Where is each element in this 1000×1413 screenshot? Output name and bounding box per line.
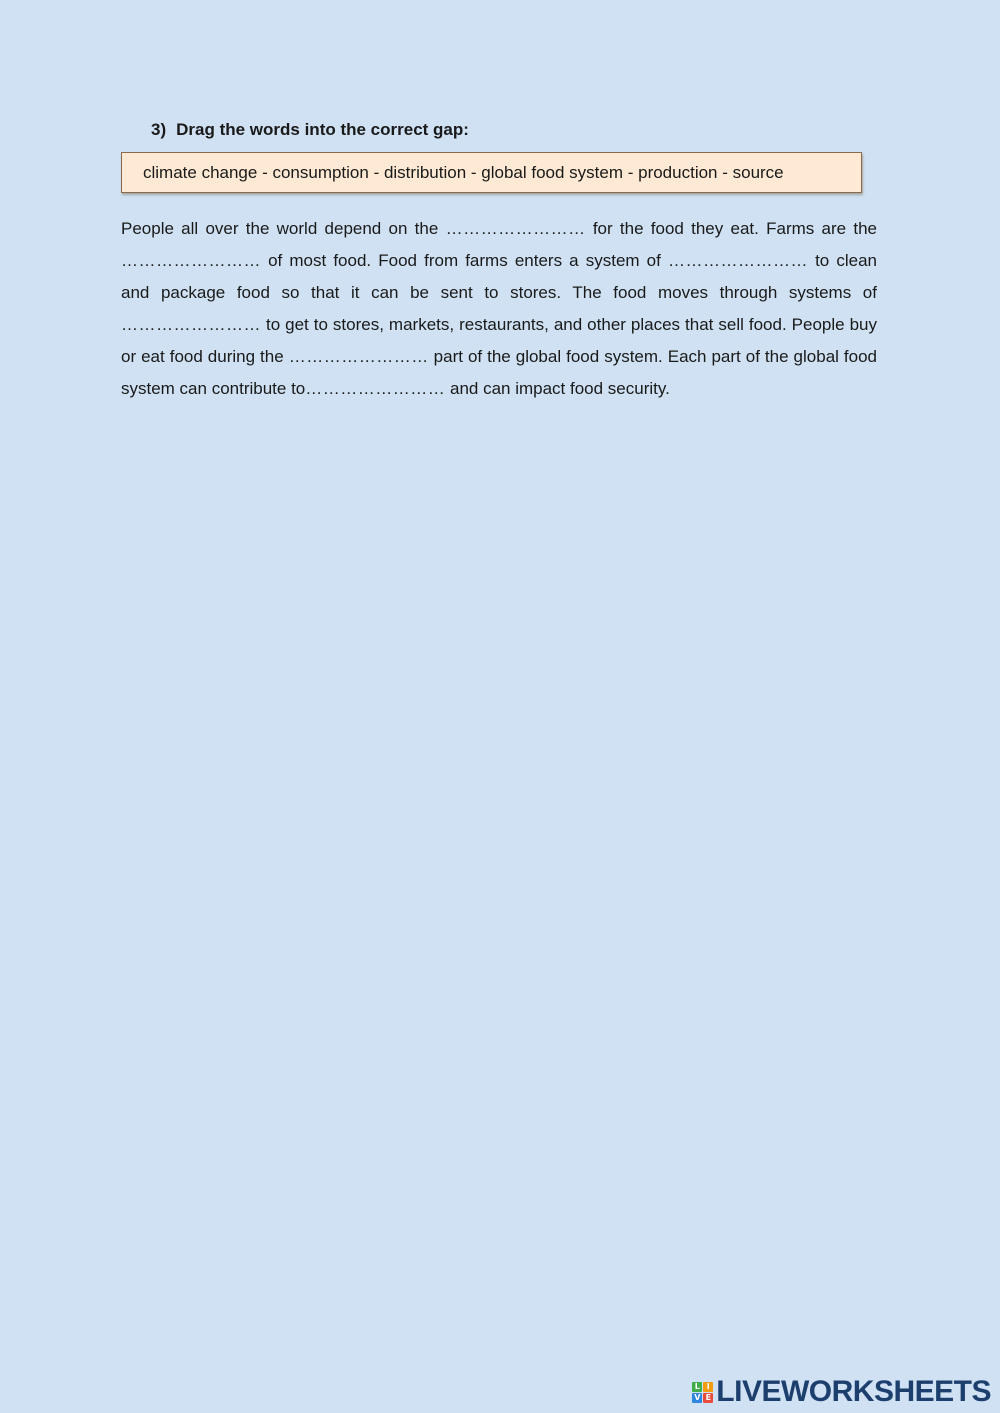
- logo-letter-i: I: [703, 1382, 713, 1392]
- gap-5[interactable]: ……………………: [288, 347, 429, 366]
- liveworksheets-brand: [692, 1376, 991, 1408]
- passage-text: and can impact food security.: [445, 379, 670, 398]
- brand-name: LIVEWORKSHEETS: [716, 1375, 991, 1408]
- exercise-number: 3): [151, 120, 167, 139]
- exercise-instruction: Drag the words into the correct gap:: [176, 120, 469, 139]
- gap-3[interactable]: ……………………: [667, 251, 808, 270]
- word-bank: [121, 152, 862, 193]
- gap-1[interactable]: ……………………: [445, 219, 586, 238]
- liveworksheets-logo-icon: [692, 1382, 713, 1403]
- exercise-heading: [151, 120, 469, 140]
- logo-letter-e: E: [703, 1393, 713, 1403]
- gap-6[interactable]: ……………………: [305, 379, 446, 398]
- passage-text: to clean and package food so that it can be sent to stores. The food moves through systems of: [121, 251, 878, 302]
- word-bank-text: climate change - consumption - distribution - global food system - production - source: [143, 162, 784, 182]
- passage-text: to get to stores, markets, restaurants, and other places that sell food. People buy or eat food during the: [121, 315, 877, 366]
- logo-letter-l: L: [692, 1382, 702, 1392]
- logo-letter-v: V: [694, 1392, 701, 1402]
- gap-fill-passage: [121, 213, 877, 405]
- gap-4[interactable]: ……………………: [121, 315, 261, 334]
- passage-text: part of the global food system. Each part of the global food system can contribute to: [121, 347, 877, 398]
- gap-2[interactable]: ……………………: [121, 251, 261, 270]
- passage-text: for the food they eat. Farms are the: [585, 219, 877, 238]
- passage-text: People all over the world depend on the: [121, 219, 446, 238]
- passage-text: of most food. Food from farms enters a system of: [261, 251, 668, 270]
